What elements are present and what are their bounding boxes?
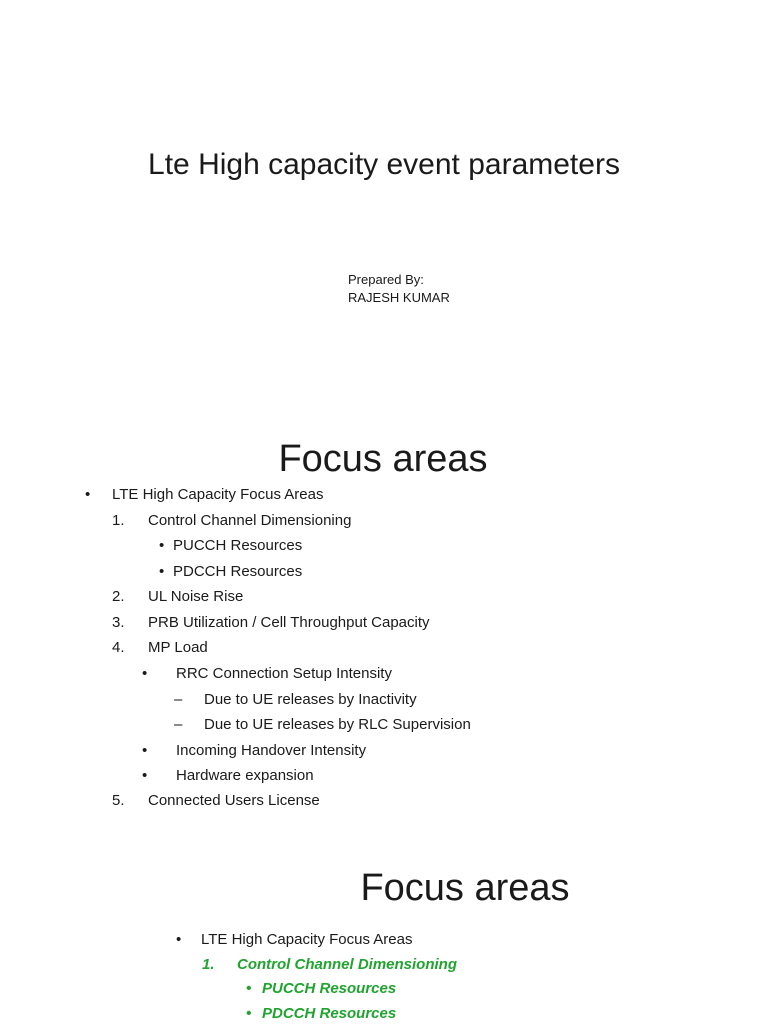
number-marker: 1. [202,956,215,973]
list-item-text: UL Noise Rise [148,588,244,605]
presentation-title: Lte High capacity event parameters [148,148,620,181]
prepared-by-label: Prepared By: [348,272,424,287]
number-marker: 1. [112,512,125,529]
bullet-marker: • [246,1005,252,1022]
list-item-text: LTE High Capacity Focus Areas [201,931,413,948]
dash-marker: – [174,691,183,708]
bullet-marker: • [159,537,165,554]
list-item-text: Due to UE releases by Inactivity [204,691,417,708]
focus-areas-slide-highlighted [0,835,768,1024]
bullet-marker: • [142,665,148,682]
list-item-text: PUCCH Resources [262,980,397,997]
slide-title: Focus areas [278,438,488,480]
list-item-text: RRC Connection Setup Intensity [176,665,392,682]
author-name: RAJESH KUMAR [348,290,450,305]
list-item-text: Due to UE releases by RLC Supervision [204,716,471,733]
number-marker: 4. [112,639,125,656]
list-item-text: MP Load [148,639,208,656]
list-item-text: PRB Utilization / Cell Throughput Capacity [148,614,430,631]
list-item-text: Connected Users License [148,792,320,809]
number-marker: 5. [112,792,125,809]
slide-title: Focus areas [360,867,570,909]
list-item-text: LTE High Capacity Focus Areas [112,486,324,503]
dash-marker: – [174,716,183,733]
number-marker: 3. [112,614,125,631]
list-item-text: Incoming Handover Intensity [176,742,367,759]
bullet-marker: • [85,486,91,503]
list-item-text: Hardware expansion [176,767,314,784]
bullet-marker: • [176,931,182,948]
list-item-text: PDCCH Resources [262,1005,397,1022]
list-item-text: PUCCH Resources [173,537,303,554]
list-item-text: PDCCH Resources [173,563,303,580]
bullet-marker: • [142,742,148,759]
title-slide [0,0,768,385]
number-marker: 2. [112,588,125,605]
list-item-text: Control Channel Dimensioning [237,956,457,973]
list-item-text: Control Channel Dimensioning [148,512,352,529]
bullet-marker: • [142,767,148,784]
focus-areas-slide [0,385,768,835]
bullet-marker: • [159,563,165,580]
bullet-marker: • [246,980,252,997]
